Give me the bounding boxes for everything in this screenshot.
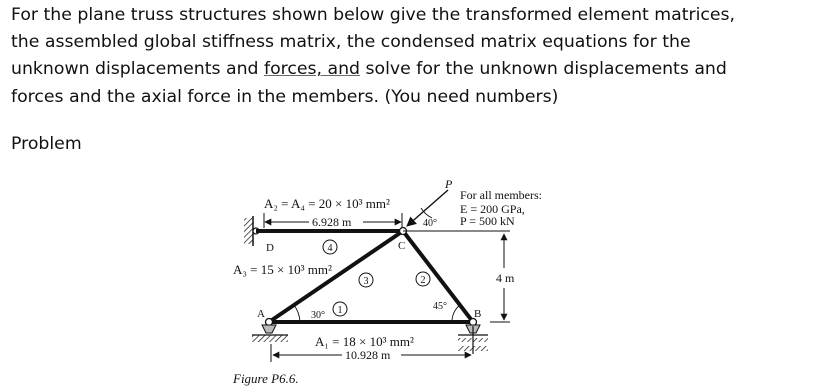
element-3-number: 3 <box>363 276 369 287</box>
label-height: 4 m <box>496 271 515 285</box>
problem-line-3-end: solve for the unknown displacements and <box>360 59 727 80</box>
node-d-label: D <box>266 242 274 254</box>
node-a-label: A <box>257 308 265 320</box>
label-length-bottom: 10.928 m <box>345 348 391 362</box>
label-area-2-4: A₂ = A₄ = 20 × 10³ mm² <box>264 196 390 211</box>
problem-heading: Problem <box>11 134 82 154</box>
note-load: P = 500 kN <box>460 214 515 228</box>
element-4-number: 4 <box>327 243 333 254</box>
problem-line-4: forces and the axial force in the members. (You need numbers) <box>11 86 559 107</box>
figure-caption: Figure P6.6. <box>233 371 299 386</box>
label-length-top: 6.928 m <box>312 215 352 229</box>
note-modulus: E = 200 GPa, <box>460 202 525 216</box>
angle-c-label: 40° <box>423 218 437 229</box>
note-title: For all members: <box>460 188 542 202</box>
wall-support-d <box>244 218 253 244</box>
label-area-3: A₃ = 15 × 10³ mm² <box>233 262 332 277</box>
problem-line-1: For the plane truss structures shown below give the transformed element matrices, <box>11 5 736 25</box>
problem-line-3-start: unknown displacements and <box>11 59 264 80</box>
angle-a-label: 30° <box>311 310 325 321</box>
element-1-number: 1 <box>337 305 343 316</box>
element-2-number: 2 <box>420 275 426 286</box>
label-area-1: A₁ = 18 × 10³ mm² <box>315 334 414 349</box>
node-c-label: C <box>398 240 406 252</box>
underlined-phrase: forces, and <box>263 59 361 80</box>
node-b-label: B <box>474 308 482 320</box>
load-p-label: P <box>445 177 453 191</box>
angle-b-label: 45° <box>433 301 447 312</box>
problem-line-2: the assembled global stiffness matrix, the condensed matrix equations for the <box>11 32 691 53</box>
